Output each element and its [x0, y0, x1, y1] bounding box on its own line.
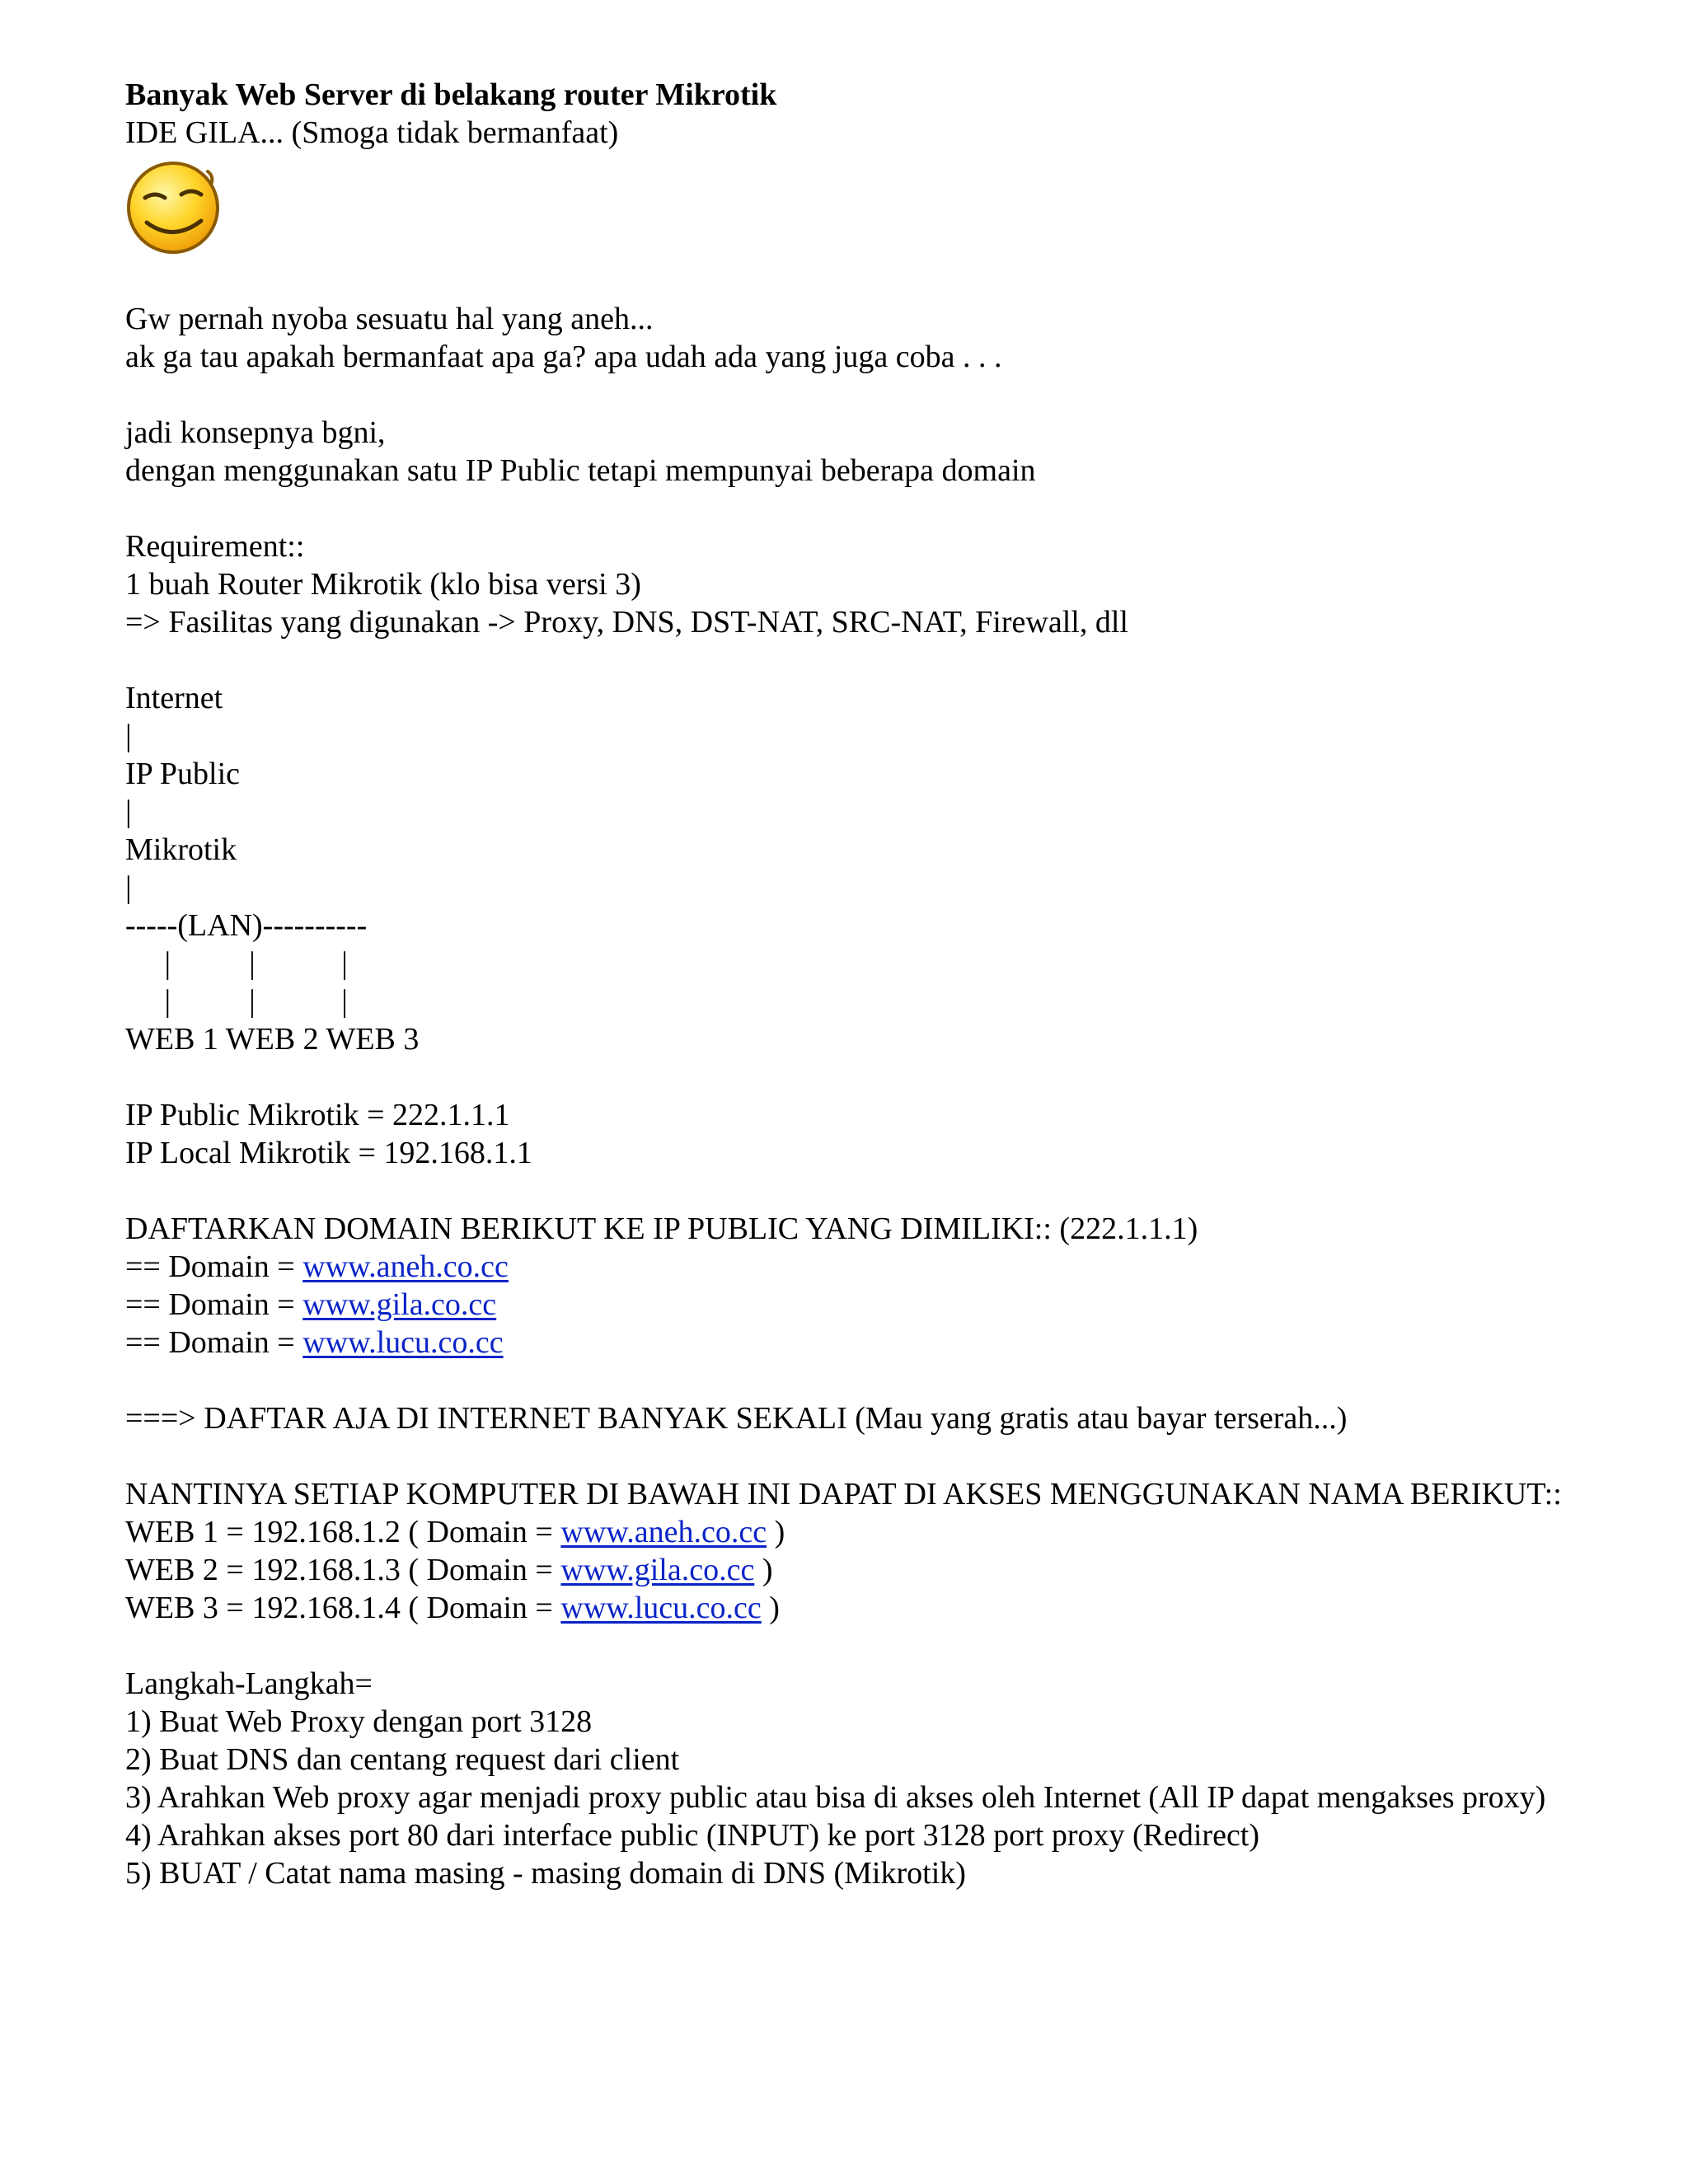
diagram-line: -----(LAN)----------: [125, 908, 368, 943]
domain-prefix: == Domain =: [125, 1249, 303, 1284]
domain-line: [125, 1324, 1576, 1361]
domain-link[interactable]: www.lucu.co.cc: [302, 1325, 504, 1360]
mapping-row: [125, 1589, 1576, 1627]
mapping-suffix: ): [761, 1591, 780, 1625]
smiley-icon: [122, 155, 224, 257]
document-body: [125, 76, 1576, 1892]
domain-link[interactable]: www.aneh.co.cc: [302, 1249, 509, 1284]
step-item: 3) Arahkan Web proxy agar menjadi proxy public atau bisa di akses oleh Internet (All IP dapat mengakses proxy): [125, 1780, 1546, 1815]
domain-prefix: == Domain =: [125, 1287, 303, 1322]
intro-line: ak ga tau apakah bermanfaat apa ga? apa udah ada yang juga coba . . .: [125, 340, 1002, 374]
diagram-line: |: [125, 870, 132, 905]
requirement-line: => Fasilitas yang digunakan -> Proxy, DNS, DST-NAT, SRC-NAT, Firewall, dll: [125, 605, 1128, 640]
requirement-heading: Requirement::: [125, 529, 305, 564]
steps-heading: Langkah-Langkah=: [125, 1666, 373, 1701]
mapping-prefix: WEB 3 = 192.168.1.4 ( Domain =: [125, 1591, 561, 1625]
ip-line: IP Public Mikrotik = 222.1.1.1: [125, 1098, 510, 1132]
diagram-line: |: [125, 794, 132, 829]
concept-line: dengan menggunakan satu IP Public tetapi mempunyai beberapa domain: [125, 453, 1036, 488]
register-note: ===> DAFTAR AJA DI INTERNET BANYAK SEKALI (Mau yang gratis atau bayar terserah...): [125, 1401, 1348, 1436]
network-diagram: [125, 679, 1576, 1058]
concept-line: jadi konsepnya bgni,: [125, 415, 386, 450]
step-item: 2) Buat DNS dan centang request dari client: [125, 1742, 680, 1777]
diagram-line: |: [125, 719, 132, 753]
intro-line: Gw pernah nyoba sesuatu hal yang aneh...: [125, 302, 654, 336]
domain-link[interactable]: www.lucu.co.cc: [560, 1591, 762, 1625]
diagram-line: IP Public: [125, 757, 240, 791]
domain-prefix: == Domain =: [125, 1325, 303, 1360]
domain-line: [125, 1286, 1576, 1324]
domain-line: [125, 1248, 1576, 1286]
domain-link[interactable]: www.gila.co.cc: [302, 1287, 497, 1322]
mapping-row: [125, 1551, 1576, 1589]
mapping-prefix: WEB 1 = 192.168.1.2 ( Domain =: [125, 1515, 561, 1549]
mapping-suffix: ): [767, 1515, 785, 1549]
step-item: 1) Buat Web Proxy dengan port 3128: [125, 1704, 593, 1739]
subtitle: IDE GILA... (Smoga tidak bermanfaat): [125, 115, 619, 150]
step-item: 5) BUAT / Catat nama masing - masing domain di DNS (Mikrotik): [125, 1856, 966, 1891]
mapping-suffix: ): [754, 1553, 773, 1587]
mapping-prefix: WEB 2 = 192.168.1.3 ( Domain =: [125, 1553, 561, 1587]
ip-line: IP Local Mikrotik = 192.168.1.1: [125, 1136, 532, 1170]
mapping-heading: NANTINYA SETIAP KOMPUTER DI BAWAH INI DAPAT DI AKSES MENGGUNAKAN NAMA BERIKUT::: [125, 1477, 1562, 1511]
domain-link[interactable]: www.gila.co.cc: [560, 1553, 755, 1587]
diagram-line: Mikrotik: [125, 832, 237, 867]
page-title: Banyak Web Server di belakang router Mikrotik: [125, 77, 777, 112]
domain-link[interactable]: www.aneh.co.cc: [560, 1515, 767, 1549]
requirement-line: 1 buah Router Mikrotik (klo bisa versi 3): [125, 567, 641, 602]
diagram-line: | | |: [125, 946, 348, 981]
diagram-line: | | |: [125, 984, 348, 1019]
register-heading: DAFTARKAN DOMAIN BERIKUT KE IP PUBLIC YANG DIMILIKI:: (222.1.1.1): [125, 1212, 1198, 1246]
step-item: 4) Arahkan akses port 80 dari interface public (INPUT) ke port 3128 port proxy (Redirect): [125, 1818, 1260, 1853]
diagram-line: WEB 1 WEB 2 WEB 3: [125, 1022, 420, 1057]
diagram-line: Internet: [125, 681, 223, 715]
mapping-row: [125, 1513, 1576, 1551]
